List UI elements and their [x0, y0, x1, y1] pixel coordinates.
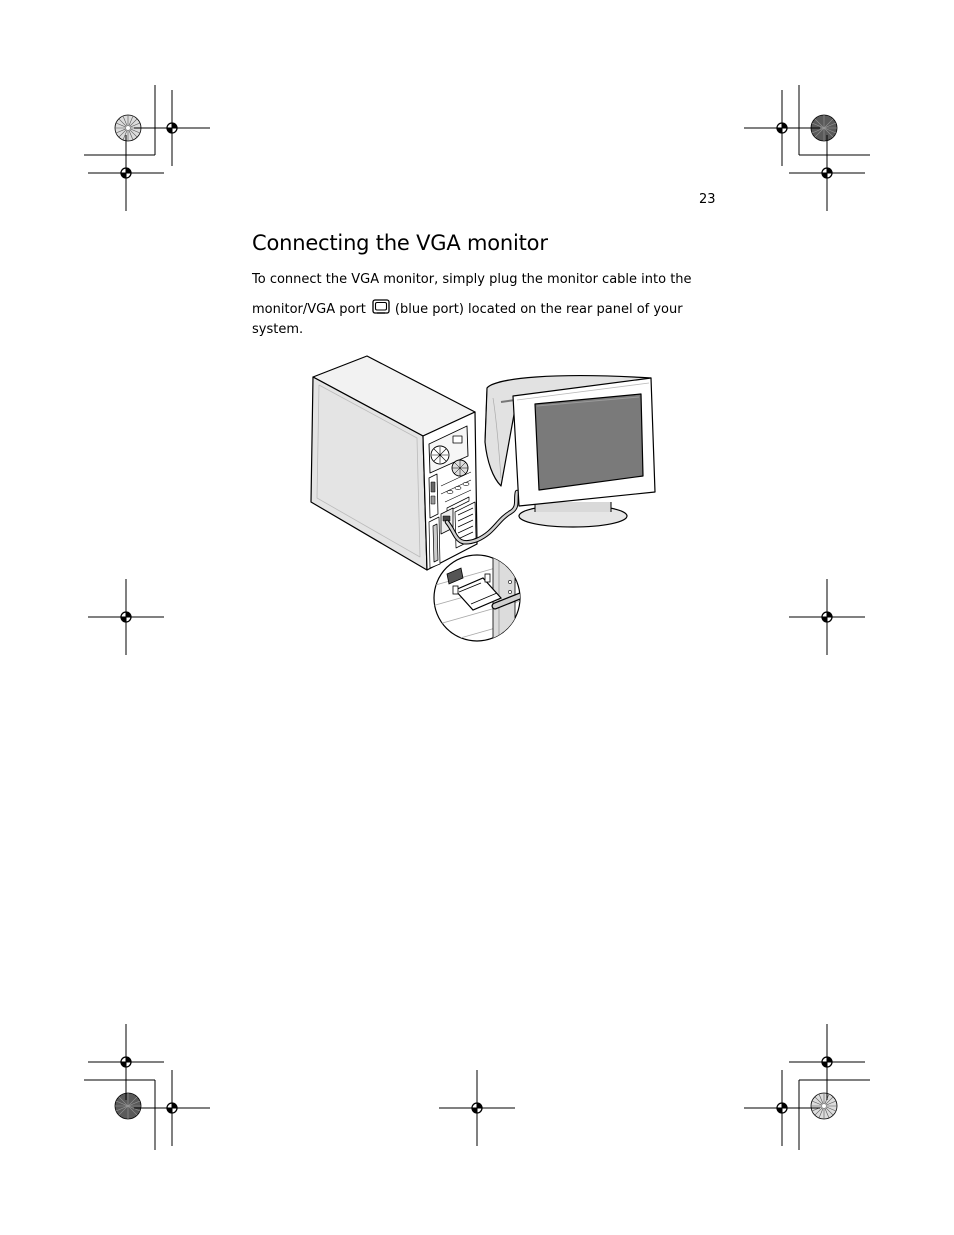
- crosshair-registration-icon: [789, 579, 865, 655]
- crosshair-registration-icon: [789, 1024, 865, 1100]
- crosshair-registration-icon: [789, 135, 865, 211]
- crosshair-registration-icon: [88, 135, 164, 211]
- instruction-paragraph: [252, 271, 722, 339]
- paragraph-line-2-start: monitor/VGA port: [252, 302, 366, 317]
- starburst-target-icon: [811, 1093, 837, 1119]
- paragraph-line-3: system.: [252, 322, 304, 337]
- monitor-port-icon: [372, 299, 390, 321]
- computer-tower: [311, 356, 477, 570]
- crosshair-registration-icon: [88, 579, 164, 655]
- starburst-target-icon: [115, 1093, 141, 1119]
- page-number: 23: [699, 192, 716, 207]
- crosshair-registration-icon: [134, 1070, 210, 1146]
- section-heading: Connecting the VGA monitor: [252, 231, 548, 255]
- paragraph-line-2: [252, 299, 722, 321]
- crt-monitor: [485, 376, 655, 527]
- crosshair-registration-icon: [88, 1024, 164, 1100]
- vga-connection-illustration: [305, 352, 665, 644]
- crosshair-registration-icon: [439, 1070, 515, 1146]
- crosshair-registration-icon: [744, 1070, 820, 1146]
- paragraph-line-1: To connect the VGA monitor, simply plug the monitor cable into the: [252, 272, 692, 287]
- paragraph-line-2-end: (blue port) located on the rear panel of your: [394, 302, 683, 317]
